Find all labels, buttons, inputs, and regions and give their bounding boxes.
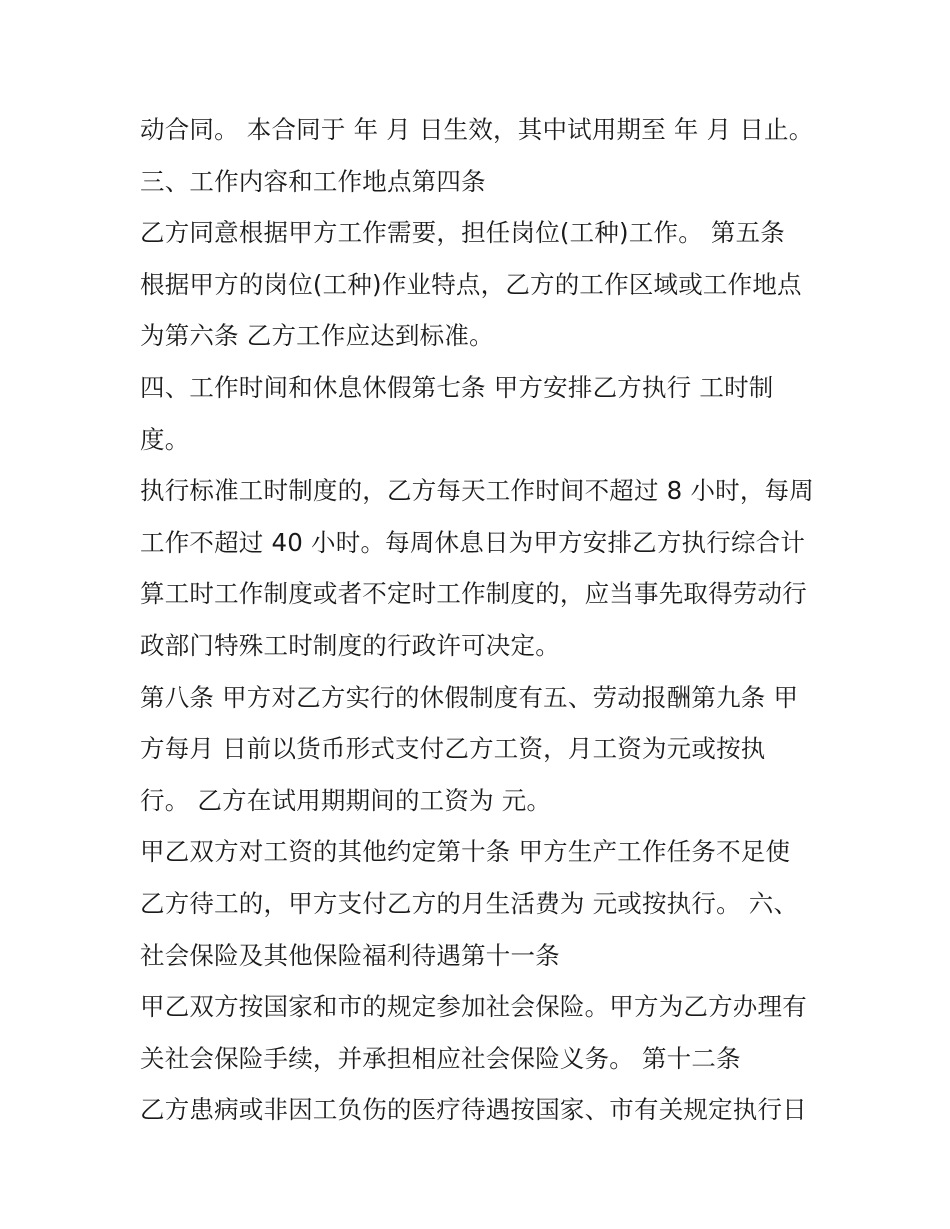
text-line: 甲乙双方对工资的其他约定第十条 甲方生产工作任务不足使 xyxy=(140,837,791,867)
text-line: 为第六条 乙方工作应达到标准。 xyxy=(140,321,494,351)
section-heading: 四、工作时间和休息休假第七条 甲方安排乙方执行 工时制 xyxy=(140,372,774,402)
text-line: 动合同。 本合同于 年 月 日生效，其中试用期至 年 月 日止。 xyxy=(140,115,814,144)
text-line: 行。 乙方在试用期期间的工资为 元。 xyxy=(140,785,552,815)
text-line: 执行标准工时制度的，乙方每天工作时间不超过 8 小时，每周 xyxy=(140,476,814,506)
text-line: 第八条 甲方对乙方实行的休假制度有五、劳动报酬第九条 甲 xyxy=(140,682,799,712)
text-line: 乙方患病或非因工负伤的医疗待遇按国家、市有关规定执行日 xyxy=(140,1095,807,1125)
section-heading: 社会保险及其他保险福利待遇第十一条 xyxy=(140,940,560,970)
text-line: 乙方待工的，甲方支付乙方的月生活费为 元或按执行。 六、 xyxy=(140,888,799,918)
section-heading: 三、工作内容和工作地点第四条 xyxy=(140,166,486,196)
text-line: 方每月 日前以货币形式支付乙方工资，月工资为元或按执 xyxy=(140,734,766,764)
text-line: 关社会保险手续，并承担相应社会保险义务。 第十二条 xyxy=(140,1043,741,1073)
contract-text xyxy=(140,108,820,1140)
text-line: 算工时工作制度或者不定时工作制度的，应当事先取得劳动行 xyxy=(140,579,807,609)
text-line: 根据甲方的岗位(工种)作业特点，乙方的工作区域或工作地点 xyxy=(140,269,802,299)
text-line: 度。 xyxy=(140,424,190,454)
text-line: 甲乙双方按国家和市的规定参加社会保险。甲方为乙方办理有 xyxy=(140,992,807,1022)
text-line: 工作不超过 40 小时。每周休息日为甲方安排乙方执行综合计 xyxy=(140,527,806,557)
text-line: 乙方同意根据甲方工作需要，担任岗位(工种)工作。 第五条 xyxy=(140,218,786,248)
text-line: 政部门特殊工时制度的行政许可决定。 xyxy=(140,630,560,660)
